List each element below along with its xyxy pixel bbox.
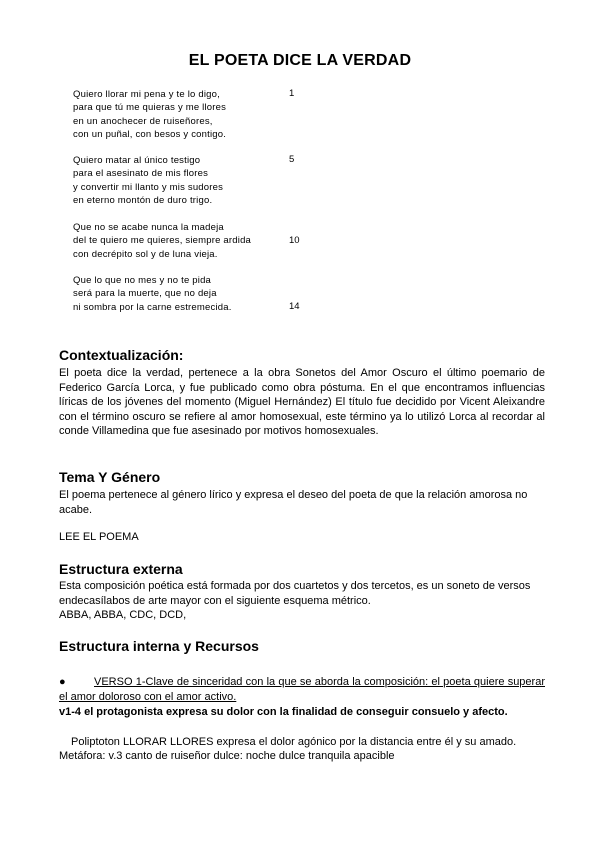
stanza-4: [73, 274, 313, 314]
section-heading-context: Contextualización:: [59, 347, 184, 363]
verse-number: 14: [289, 301, 300, 312]
section-heading-theme: Tema Y Género: [59, 469, 161, 485]
verse-line: en eterno montón de duro trigo.: [73, 195, 213, 207]
verse-line: Que lo que no mes y no te pida: [73, 275, 212, 286]
figure-metafora: Metáfora: v.3 canto de ruiseñor dulce: noche dulce tranquila apacible: [59, 750, 395, 762]
verse-line: del te quiero me quieres, siempre ardida: [73, 235, 252, 247]
section-heading-external: Estructura externa: [59, 561, 183, 577]
external-paragraph: Esta composición poética está formada por dos cuartetos y dos tercetos, es un soneto de versos endecasílabos de arte mayor con el siguiente esquema métrico.: [59, 580, 531, 607]
bullet-icon: ●: [59, 676, 66, 688]
verse-number: 5: [289, 154, 295, 165]
theme-note: LEE EL POEMA: [59, 531, 139, 543]
bullet-item: [59, 675, 545, 704]
figure-poliptoton: Poliptoton LLORAR LLORES expresa el dolor agónico por la distancia entre él y su amado.: [71, 736, 517, 748]
theme-paragraph: El poema pertenece al género lírico y expresa el deseo del poeta de que la relación amorosa no acabe.: [59, 489, 528, 516]
verse-line: Que no se acabe nunca la madeja: [73, 222, 224, 233]
context-paragraph: El poeta dice la verdad, pertenece a la obra Sonetos del Amor Oscuro el último poemario de Federico García Lorca, y fue publicado como obra póstuma. En el que encontramos influencias líricas de los jóvenes del momento (Miguel Hernández) El título fue decidido por Vicent Aleixandre con el término oscuro se refiere al amor homosexual, este término ya lo utilizó Lorca al recordar al conde Villamedina que fue asesinado por motivos homosexuales.: [59, 367, 545, 438]
verse-line: y convertir mi llanto y mis sudores: [73, 181, 224, 193]
bullet-text: VERSO 1-Clave de sinceridad con la que se aborda la composición: el poeta quiere superar el amor doloroso con el amor activo.: [59, 676, 545, 703]
stanza-2: [73, 154, 313, 208]
verse-line: con un puñal, con besos y contigo.: [73, 129, 227, 141]
metric-scheme: ABBA, ABBA, CDC, DCD,: [59, 609, 187, 621]
verse-number: 1: [289, 88, 295, 99]
verse-number: 10: [289, 235, 300, 246]
page-title: EL POETA DICE LA VERDAD: [188, 52, 412, 69]
verse-line: Quiero matar al único testigo: [73, 155, 201, 166]
verse-line: será para la muerte, que no deja: [73, 288, 217, 300]
verse-line: para que tú me quieras y me llores: [73, 102, 227, 114]
verse-line: en un anochecer de ruiseñores,: [73, 115, 213, 127]
bold-summary: v1-4 el protagonista expresa su dolor con la finalidad de conseguir consuelo y afecto.: [59, 706, 508, 718]
section-heading-internal: Estructura interna y Recursos: [59, 638, 259, 654]
verse-line: ni sombra por la carne estremecida.: [73, 301, 232, 313]
stanza-1: [73, 88, 313, 142]
stanza-3: [73, 221, 313, 261]
verse-line: Quiero llorar mi pena y te lo digo,: [73, 89, 220, 100]
verse-line: con decrépito sol y de luna vieja.: [73, 248, 218, 260]
verse-line: para el asesinato de mis flores: [73, 168, 209, 180]
